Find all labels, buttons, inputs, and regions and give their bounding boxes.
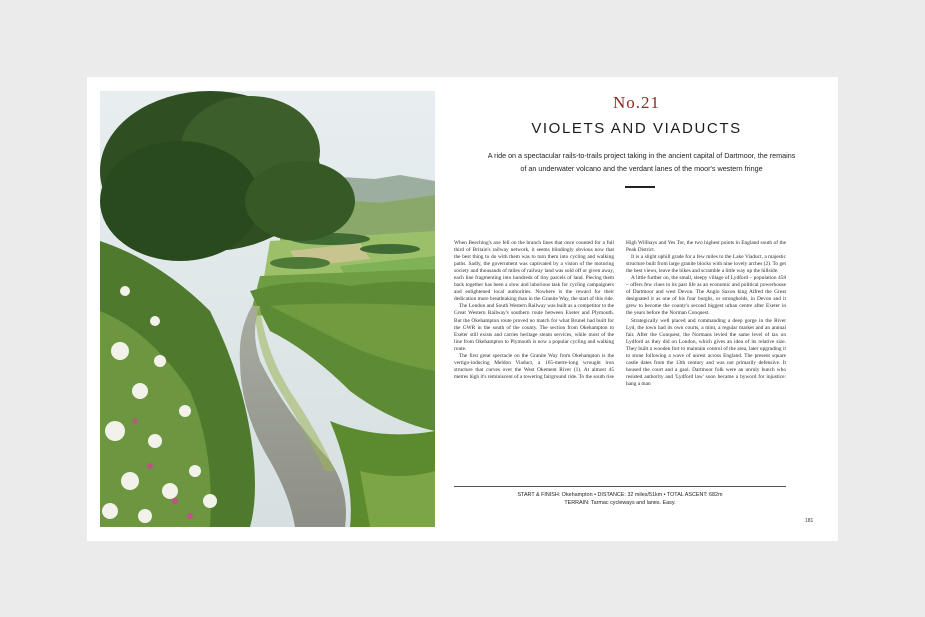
title-divider <box>625 186 655 188</box>
page-number: 181 <box>805 518 814 524</box>
body-paragraph: A little further on, the small, sleepy village of Lydford – population 458 – offers few clues to its past life as an economic and political powerhouse of Dartmoor and west Devon. The Anglo Saxon king Alfred the Great designated it as one of his four burghs, or strongholds, in Devon and it grew to become the county's second biggest urban centre after Exeter in the years before the Norman Conquest. <box>626 275 786 317</box>
body-paragraph: The London and South Western Railway was built as a competitor to the Great Western Railway's southern route between Exeter and Plymouth. But the Okehampton route proved no match for what Brunel had built for the GWR in the south of the county. The section from Okehampton to Exeter still exists and carries heritage steam services, while most of the line from Okehampton to Plymouth is now a popular cycling and walking route. <box>454 303 615 352</box>
walk-standfirst: A ride on a spectacular rails-to-trails project taking in the ancient capital of Dartmoor, the remains of an underwater volcano and the verdant lanes of the moor's western fringe <box>487 151 796 173</box>
walk-number: No.21 <box>612 93 661 112</box>
body-paragraph: It is a slight uphill grade for a few miles to the Lake Viaduct, a majestic structure built from large granite blocks with nine lovely arches (2). To get the best views, leave the bikes and scramble a little way up the hillside. <box>626 254 786 275</box>
book-spread <box>87 77 838 541</box>
country-lane-photo <box>100 91 435 527</box>
walk-title: VIOLETS AND VIADUCTS <box>531 120 742 137</box>
route-terrain: TERRAIN: Tarmac cycleways and lanes. Easy. <box>564 500 676 506</box>
route-start-distance-ascent: START & FINISH: Okehampton • DISTANCE: 32 miles/51km • TOTAL ASCENT: 682m <box>517 492 723 498</box>
text-page <box>435 77 838 541</box>
body-text <box>454 240 786 486</box>
route-info <box>454 491 786 507</box>
route-divider <box>454 486 786 487</box>
body-paragraph: When Beeching's axe fell on the branch lines that once counted for a full third of Britain's railway network, it seems blindingly obvious now that the best thing to do with them was to turn them into cycling and walking paths. Sadly, the government was captivated by a vision of the motoring society and thousands of miles of railway land was sold off or given away, each line fragmenting into hundreds of tiny parcels of land. Piecing them back together has been a slow and laborious task for cycling campaigners and enlightened local authorities. Nowhere is the reward for their dedication more breathtaking than in the Granite Way, the start of this ride. <box>454 240 614 303</box>
body-paragraph: Strategically well placed and commanding a deep gorge in the River Lyd, the town had its own courts, a mint, a regular market and an annual fair. After the Conquest, the Normans levied the same level of tax on Lydford as they did on London, which gives an idea of its relative size. They built a wooden fort to maintain control of the area, later upgrading it to stone following a wave of unrest across England. The present square castle dates from the 13th century and was not primarily defensive. It housed the court and a gaol. Dartmoor folk were an unruly bunch who resisted authority and 'Lydford law' soon became a byword for injustice: hang a man <box>626 317 786 387</box>
body-paragraph: The first great spectacle on the Granite Way from Okehampton is the vertigo-inducing Meldon Viaduct, a 165-metre-long wrought iron structure that curves over the West Okement River (1). At almost 45 metres high it's reminiscent of a towering fairground ride. To the south rise High Willhays and Yes Tor, the two highest points in England south of the Peak District. <box>454 240 786 380</box>
